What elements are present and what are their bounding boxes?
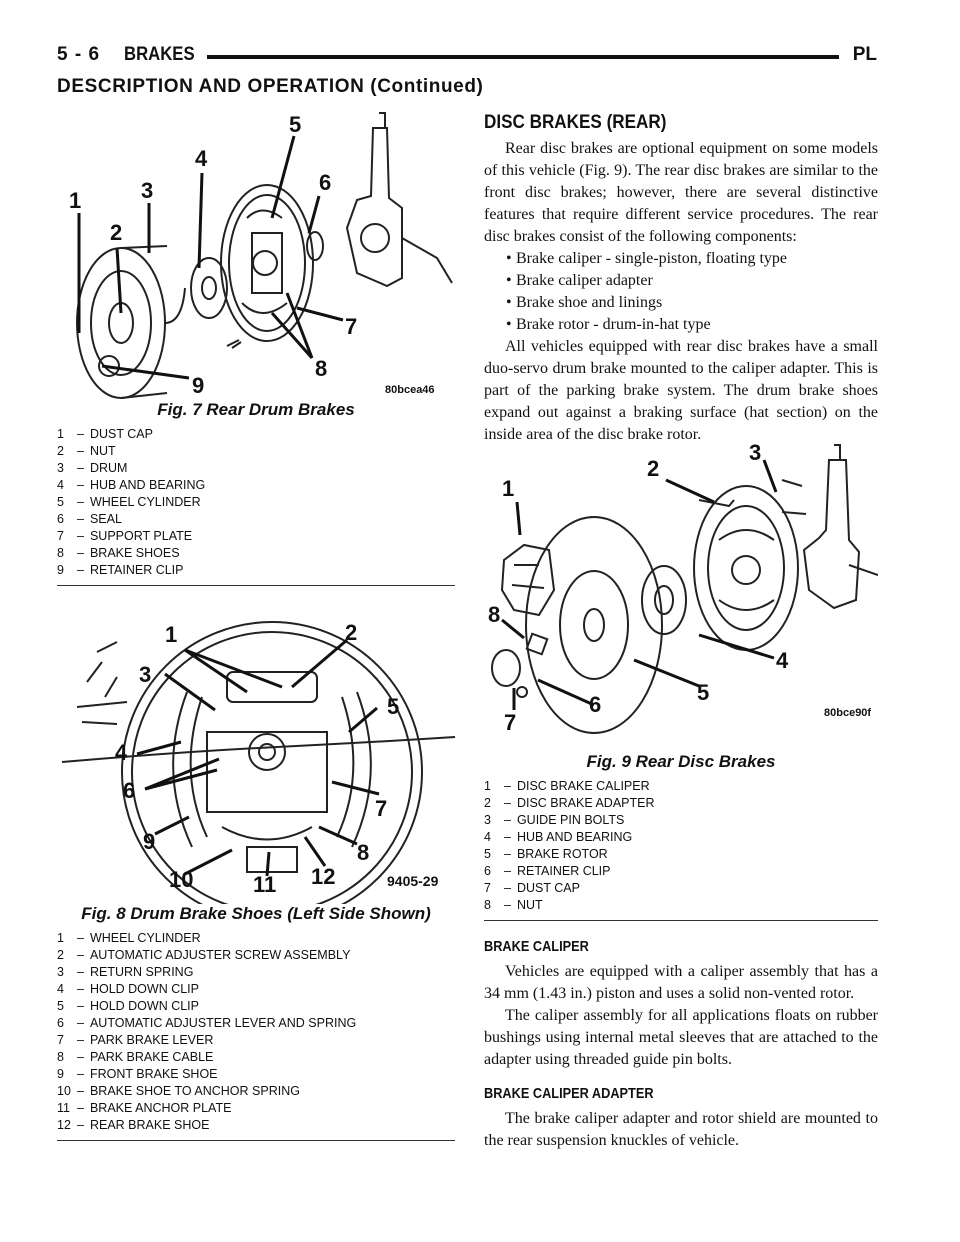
- rear-disc-brakes-illustration: [484, 440, 878, 740]
- fig9-divider: [484, 920, 878, 921]
- legend-item: 2 – NUT: [57, 444, 116, 458]
- legend-item: 2 – AUTOMATIC ADJUSTER SCREW ASSEMBLY: [57, 948, 351, 962]
- legend-item: 7 – DUST CAP: [484, 881, 580, 895]
- fig7-callout-7: 7: [345, 314, 358, 339]
- legend-item: 4 – HUB AND BEARING: [484, 830, 633, 844]
- brake-caliper-paragraph-1: Vehicles are equipped with a caliper assembly that has a 34 mm (1.43 in.) piston and uses a solid non-vented rotor.: [484, 963, 878, 1002]
- fig8-legend: [57, 930, 455, 1134]
- fig8-callout-2: 2: [345, 620, 358, 645]
- list-item: • Brake rotor - drum-in-hat type: [506, 314, 878, 336]
- legend-item: 3 – GUIDE PIN BOLTS: [484, 813, 625, 827]
- fig8-callout-1: 1: [165, 622, 178, 647]
- rear-drum-brakes-illustration: [57, 108, 455, 400]
- figure-8: [57, 612, 455, 1141]
- fig8-callout-11: 11: [253, 872, 277, 897]
- fig7-caption: Fig. 7 Rear Drum Brakes: [157, 400, 355, 419]
- fig7-callout-1: 1: [69, 188, 82, 213]
- legend-item: 11 – BRAKE ANCHOR PLATE: [57, 1101, 232, 1115]
- fig7-callout-2: 2: [110, 220, 123, 245]
- legend-item: 1 – DUST CAP: [57, 427, 153, 441]
- fig9-callout-3: 3: [749, 440, 762, 465]
- legend-item: 2 – DISC BRAKE ADAPTER: [484, 796, 655, 810]
- legend-item: 9 – RETAINER CLIP: [57, 563, 184, 577]
- legend-item: 1 – DISC BRAKE CALIPER: [484, 779, 650, 793]
- fig7-callout-9: 9: [192, 373, 205, 398]
- caliper-adapter-heading: BRAKE CALIPER ADAPTER: [484, 1085, 654, 1102]
- fig8-callout-7: 7: [375, 796, 388, 821]
- fig9-callout-6: 6: [589, 692, 602, 717]
- legend-item: 1 – WHEEL CYLINDER: [57, 931, 201, 945]
- fig7-callout-3: 3: [141, 178, 154, 203]
- section-subtitle: DESCRIPTION AND OPERATION (Continued): [57, 76, 484, 97]
- fig8-divider: [57, 1140, 455, 1141]
- fig8-callout-10: 10: [169, 867, 194, 892]
- fig7-legend: [57, 426, 455, 579]
- legend-item: 6 – SEAL: [57, 512, 122, 526]
- legend-item: 5 – WHEEL CYLINDER: [57, 495, 201, 509]
- figure-7: [57, 108, 455, 586]
- legend-item: 3 – DRUM: [57, 461, 128, 475]
- fig9-callout-4: 4: [776, 648, 789, 673]
- legend-item: 10 – BRAKE SHOE TO ANCHOR SPRING: [57, 1084, 300, 1098]
- legend-item: 6 – AUTOMATIC ADJUSTER LEVER AND SPRING: [57, 1016, 357, 1030]
- fig9-callout-8: 8: [488, 602, 501, 627]
- caliper-adapter-paragraph-1: The brake caliper adapter and rotor shield are mounted to the rear suspension knuckles of vehicle.: [484, 1110, 878, 1149]
- page-header: [57, 44, 879, 80]
- fig9-callout-1: 1: [502, 476, 515, 501]
- fig8-callout-4: 4: [115, 740, 128, 765]
- fig7-callout-6: 6: [319, 170, 332, 195]
- fig7-callout-8: 8: [315, 356, 328, 381]
- caliper-section: [484, 938, 878, 1152]
- fig8-caption: Fig. 8 Drum Brake Shoes (Left Side Shown): [81, 904, 431, 923]
- fig8-callout-6: 6: [123, 778, 136, 803]
- fig9-caption: Fig. 9 Rear Disc Brakes: [586, 752, 776, 771]
- fig8-callout-3: 3: [139, 662, 152, 687]
- disc-brakes-paragraph-2: All vehicles equipped with rear disc brakes have a small duo-servo drum brake mounted to the caliper adapter. This is part of the parking brake system. The drum brake shoes expand out against a braking surface (hat section) on the inside area of the disc brake rotor.: [484, 338, 878, 443]
- legend-item: 6 – RETAINER CLIP: [484, 864, 611, 878]
- figure-9: [484, 440, 878, 921]
- fig9-image-code: 80bce90f: [824, 707, 872, 719]
- legend-item: 4 – HOLD DOWN CLIP: [57, 982, 199, 996]
- legend-item: 5 – BRAKE ROTOR: [484, 847, 608, 861]
- fig9-callout-2: 2: [647, 456, 660, 481]
- legend-item: 9 – FRONT BRAKE SHOE: [57, 1067, 218, 1081]
- legend-item: 3 – RETURN SPRING: [57, 965, 194, 979]
- fig8-callout-12: 12: [311, 864, 336, 889]
- fig8-callout-9: 9: [143, 829, 156, 854]
- list-item: • Brake caliper adapter: [506, 270, 878, 292]
- section-title: BRAKES: [124, 44, 195, 65]
- fig9-legend: [484, 778, 878, 914]
- list-item: • Brake shoe and linings: [506, 292, 878, 314]
- fig7-callout-5: 5: [289, 112, 302, 137]
- list-item: • Brake caliper - single-piston, floating type: [506, 248, 878, 270]
- page-number: 5 - 6: [57, 44, 101, 65]
- fig8-callout-8: 8: [357, 840, 370, 865]
- components-list: [484, 248, 878, 336]
- brake-caliper-heading: BRAKE CALIPER: [484, 938, 589, 955]
- header-rule: [207, 55, 839, 59]
- legend-item: 4 – HUB AND BEARING: [57, 478, 206, 492]
- legend-item: 7 – SUPPORT PLATE: [57, 529, 193, 543]
- fig8-callout-5: 5: [387, 694, 400, 719]
- disc-brakes-paragraph-1: Rear disc brakes are optional equipment on some models of this vehicle (Fig. 9). The rear disc brakes are similar to the front disc brakes; however, there are several distinctive features that require different service procedures. The rear disc brakes consist of the following components:: [484, 140, 878, 245]
- legend-item: 8 – BRAKE SHOES: [57, 546, 180, 560]
- right-column: [484, 112, 878, 446]
- fig8-image-code: 9405-29: [387, 873, 439, 889]
- disc-brakes-heading: DISC BRAKES (REAR): [484, 112, 667, 133]
- model-code: PL: [852, 44, 877, 65]
- fig7-image-code: 80bcea46: [385, 384, 435, 396]
- legend-item: 7 – PARK BRAKE LEVER: [57, 1033, 214, 1047]
- drum-brake-shoes-illustration: [57, 612, 455, 904]
- legend-item: 12 – REAR BRAKE SHOE: [57, 1118, 210, 1132]
- fig7-callout-4: 4: [195, 146, 208, 171]
- legend-item: 8 – NUT: [484, 898, 543, 912]
- legend-item: 8 – PARK BRAKE CABLE: [57, 1050, 214, 1064]
- fig9-callout-5: 5: [697, 680, 710, 705]
- fig7-divider: [57, 585, 455, 586]
- brake-caliper-paragraph-2: The caliper assembly for all applications floats on rubber bushings using internal metal sleeves that are attached to the adapter using threaded guide pin bolts.: [484, 1007, 878, 1068]
- fig9-callout-7: 7: [504, 710, 517, 735]
- legend-item: 5 – HOLD DOWN CLIP: [57, 999, 199, 1013]
